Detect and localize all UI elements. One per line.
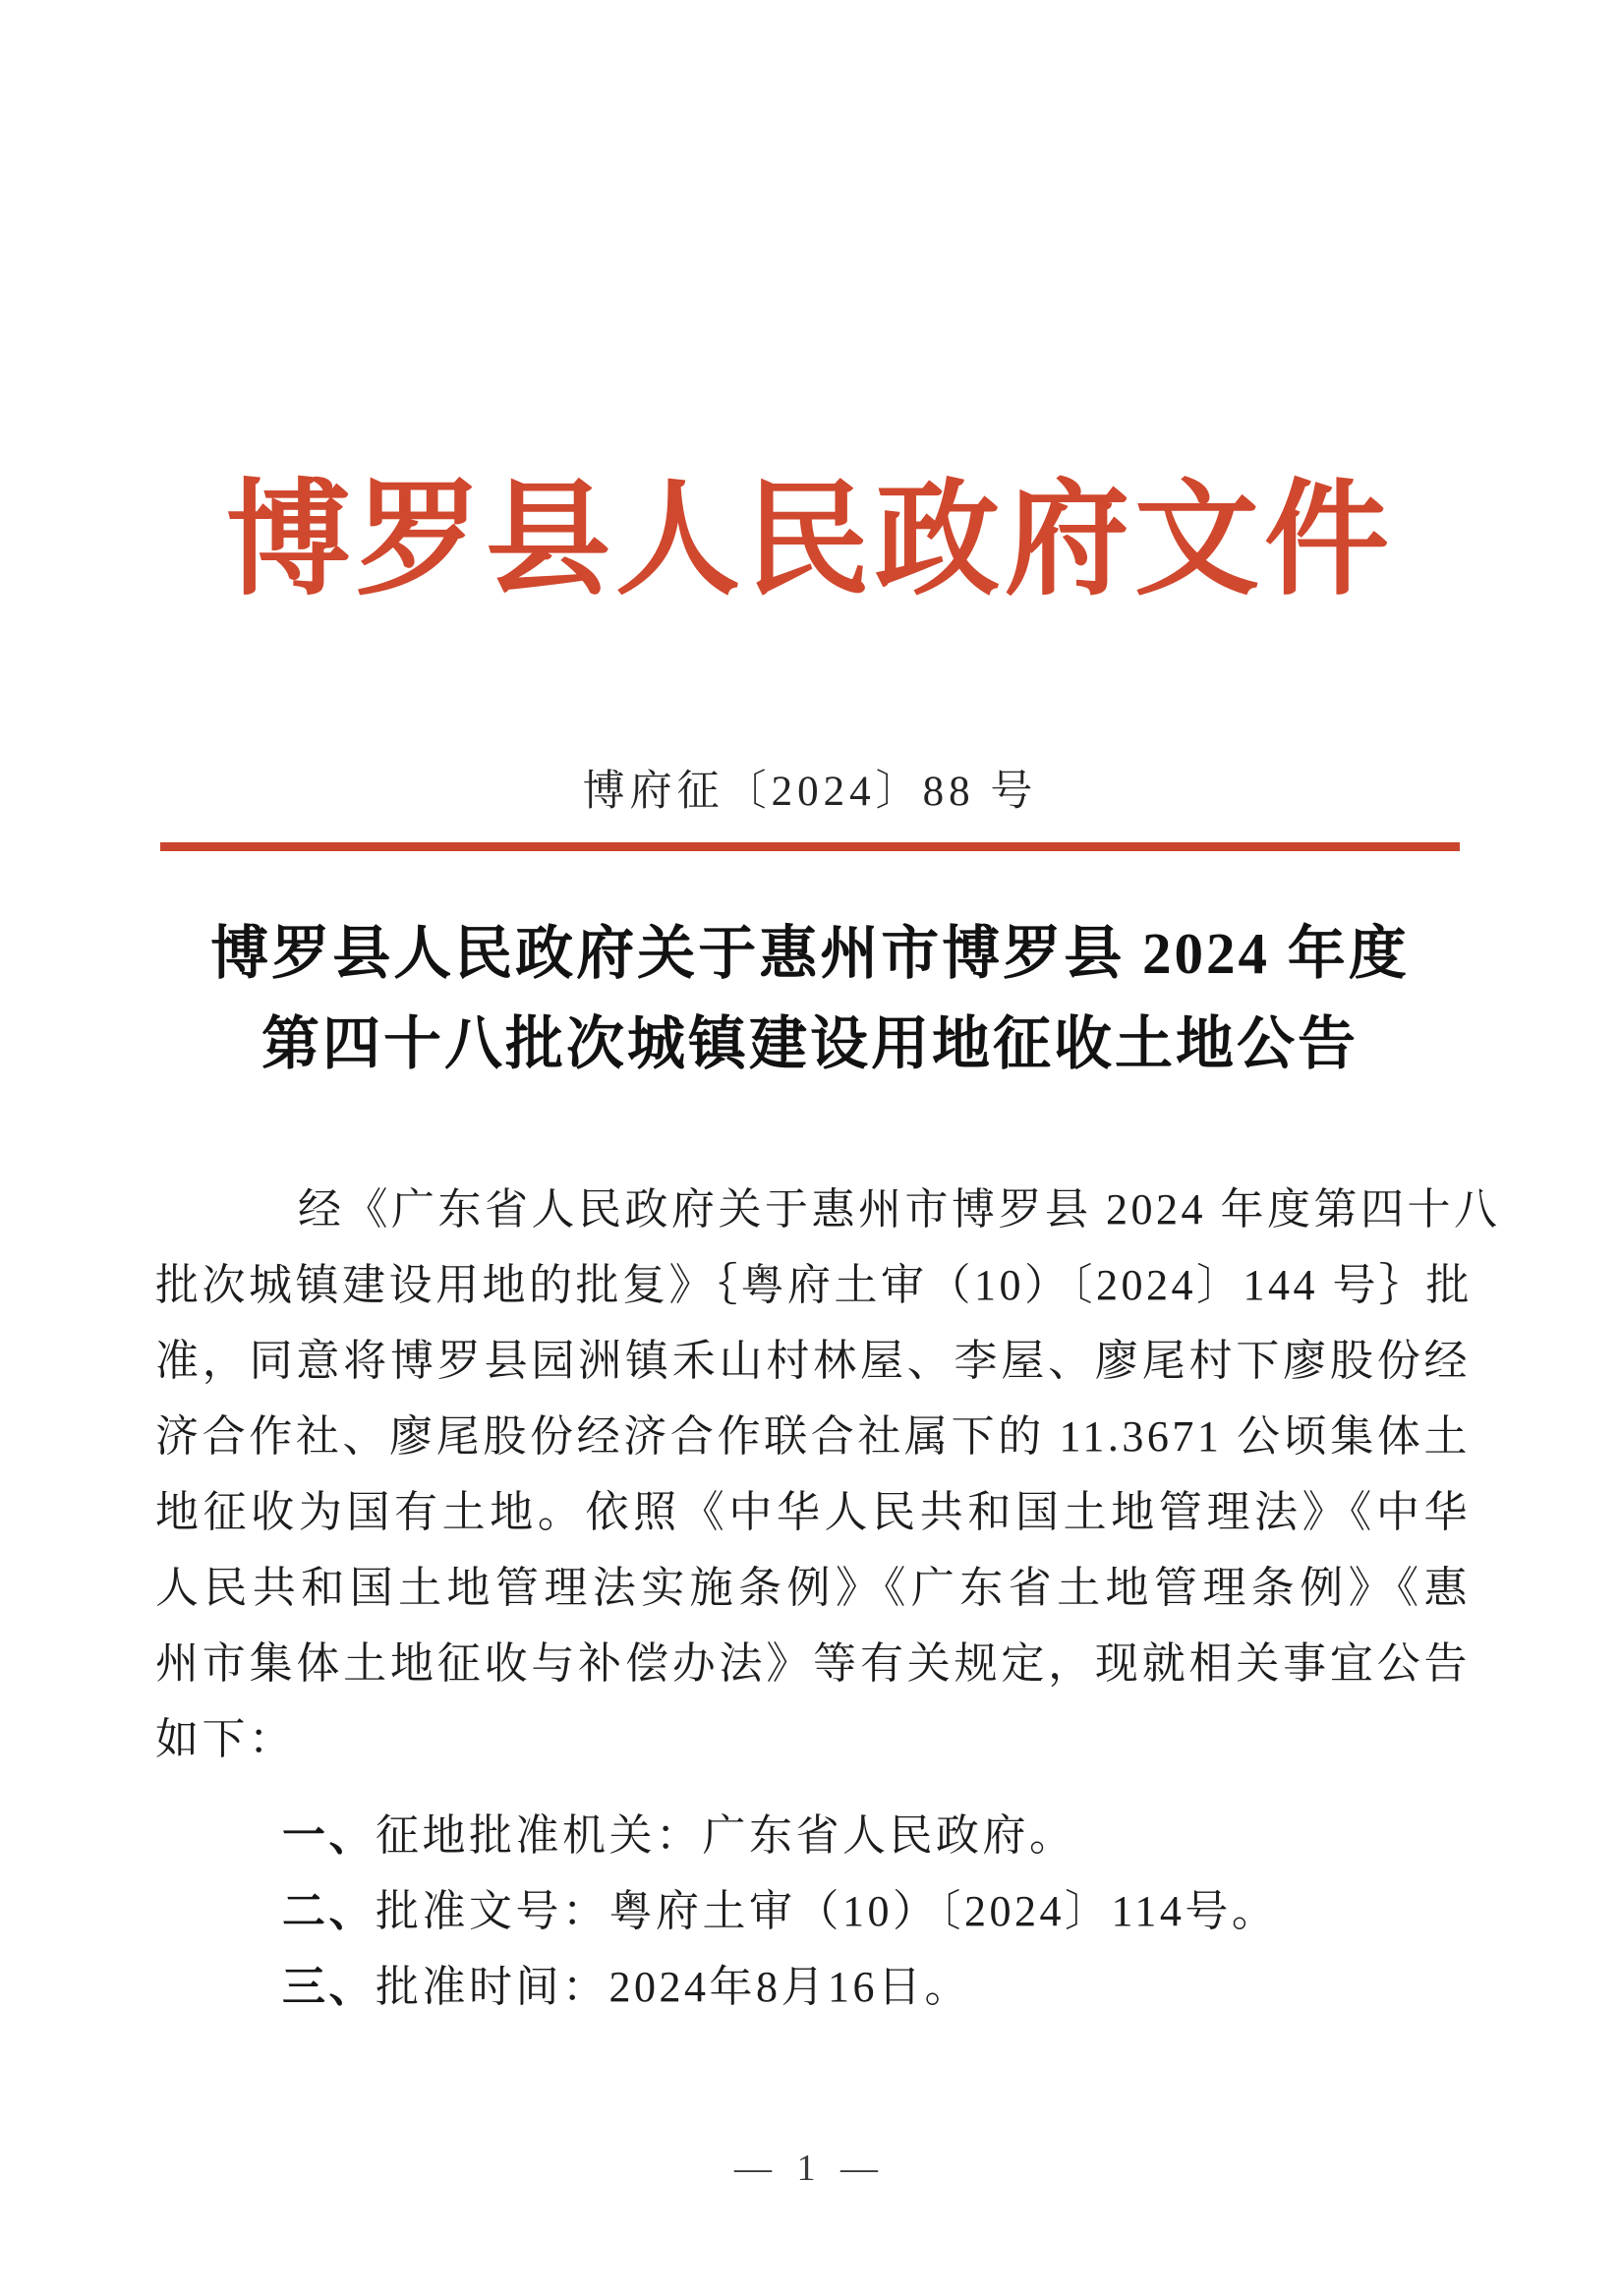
list-item (155, 1949, 1471, 2025)
issuing-org-banner: 博罗县人民政府文件 (225, 473, 1394, 610)
item-text: 批准时间：2024年8月16日。 (376, 1963, 971, 2011)
page-number: — 1 — (734, 2148, 886, 2189)
body-line: 地征收为国有土地。依照《中华人民共和国土地管理法》《中华 (155, 1488, 1471, 1536)
list-item (155, 1798, 1471, 1873)
body-line: 济合作社、廖尾股份经济合作联合社属下的 11.3671 公顷集体土 (155, 1412, 1471, 1461)
document-title (0, 908, 1620, 1089)
item-text: 批准文号：粤府土审（10）〔2024〕114号。 (376, 1887, 1279, 1935)
document-reference-number: 博府征〔2024〕88 号 (582, 769, 1038, 815)
numbered-items (155, 1798, 1471, 2025)
document-body (155, 1172, 1501, 2025)
item-number: 二、 (282, 1887, 376, 1935)
list-item (155, 1873, 1471, 1949)
document-title-line1: 博罗县人民政府关于惠州市博罗县 2024 年度 (210, 921, 1410, 986)
document-title-line2: 第四十八批次城镇建设用地征收土地公告 (260, 1011, 1359, 1076)
item-number: 一、 (282, 1811, 376, 1860)
body-line: 经《广东省人民政府关于惠州市博罗县 2024 年度第四十八 (298, 1185, 1501, 1234)
body-line: 如下： (155, 1715, 296, 1763)
red-divider-rule (160, 842, 1460, 851)
body-line: 准，同意将博罗县园洲镇禾山村林屋、李屋、廖尾村下廖股份经 (155, 1337, 1471, 1385)
item-text: 征地批准机关：广东省人民政府。 (376, 1811, 1076, 1860)
body-line: 批次城镇建设用地的批复》｛粤府土审（10）〔2024〕144 号｝批 (155, 1261, 1473, 1309)
body-line: 人民共和国土地管理法实施条例》《广东省土地管理条例》《惠 (155, 1564, 1471, 1612)
page-footer (0, 2147, 1620, 2190)
item-number: 三、 (282, 1963, 376, 2011)
body-line: 州市集体土地征收与补偿办法》等有关规定，现就相关事宜公告 (155, 1639, 1471, 1688)
